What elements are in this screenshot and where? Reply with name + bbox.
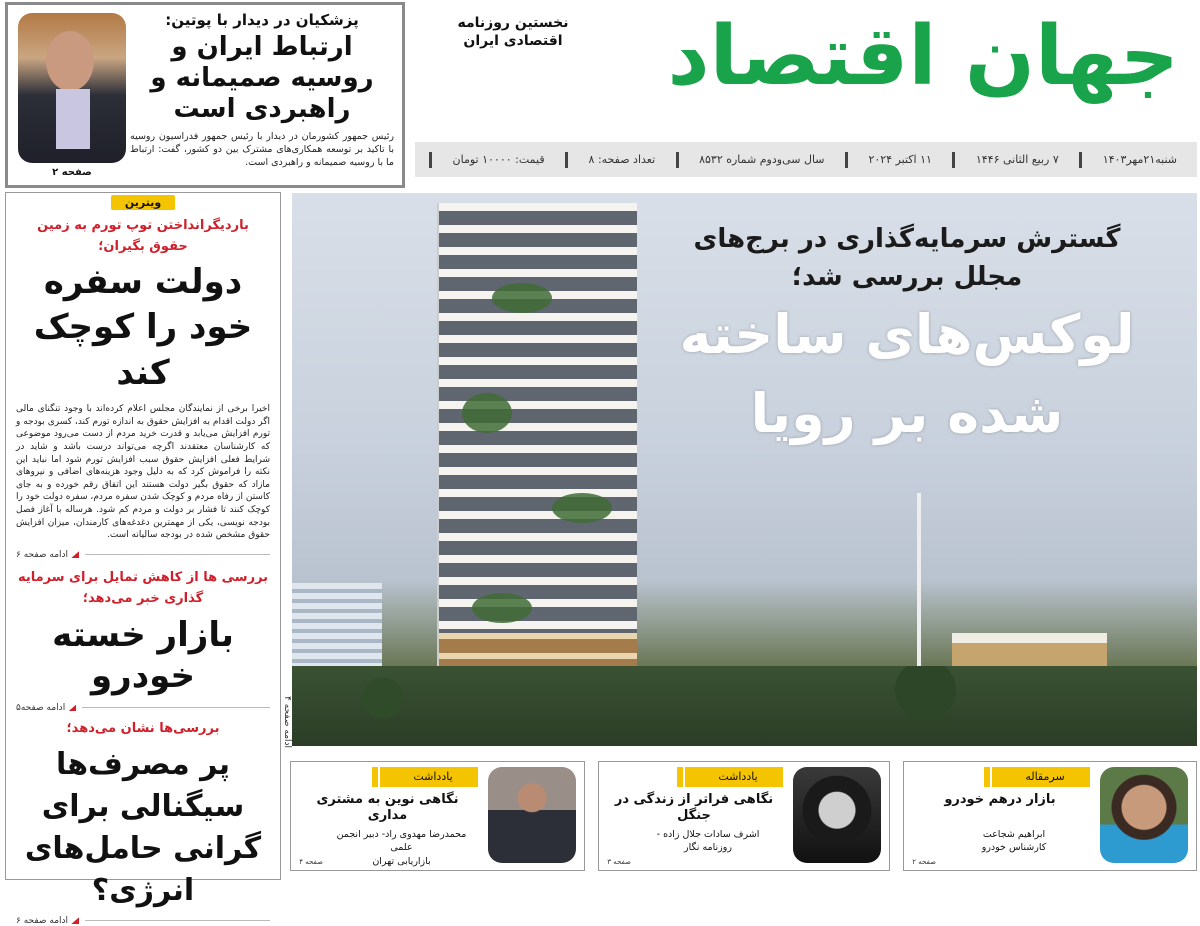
arrow-icon <box>71 551 79 558</box>
story-car-market[interactable] <box>6 568 280 713</box>
divider <box>845 152 848 168</box>
story-energy[interactable] <box>6 719 280 926</box>
top-story-headline: ارتباط ایران و روسیه صمیمانه و راهبردی است <box>150 32 374 125</box>
story-salary[interactable] <box>6 216 280 560</box>
story-headline: بازار خسته خودرو <box>52 615 234 697</box>
author-photo <box>793 767 881 863</box>
continued-link[interactable]: ادامه صفحه۵ <box>16 703 76 713</box>
note-page-ref[interactable]: صفحه ۴ <box>299 858 323 866</box>
author-photo <box>488 767 576 863</box>
luxury-tower-illustration <box>437 203 637 743</box>
note-label: یادداشت <box>693 767 783 787</box>
note-label: یادداشت <box>388 767 478 787</box>
left-column <box>5 192 281 926</box>
price: قیمت: ۱۰۰۰۰ تومان <box>452 153 545 166</box>
story-kicker: باردیگرانداختن توپ تورم به زمین حقوق بگیران؛ <box>37 218 249 254</box>
tagline-line-2: اقتصادی ایران <box>463 33 563 50</box>
continued-link[interactable]: ادامه صفحه ۶ <box>16 916 79 926</box>
arrow-icon <box>71 917 79 924</box>
top-story-text <box>130 11 394 169</box>
masthead-tagline <box>438 14 588 50</box>
persian-date: شنبه۲۱مهر۱۴۰۳ <box>1102 153 1177 166</box>
gregorian-date: ۱۱ اکتبر ۲۰۲۴ <box>868 153 932 166</box>
note-box[interactable] <box>290 761 585 871</box>
continued-link[interactable]: ادامه صفحه ۶ <box>16 550 79 560</box>
issue-number: سال سی‌ودوم شماره ۸۵۳۲ <box>699 153 825 166</box>
top-story-kicker: پزشکیان در دیدار با پوتین: <box>165 11 359 29</box>
divider <box>1079 152 1082 168</box>
note-title: نگاهی نوین به مشتری مداری <box>316 792 459 824</box>
top-story-page-ref[interactable]: صفحه ۲ <box>52 167 92 178</box>
note-title: بازار درهم خودرو <box>944 792 1056 807</box>
story-headline: پر مصرف‌ها سیگنالی برای گرانی حامل‌های انرژی؟ <box>24 746 262 908</box>
divider <box>952 152 955 168</box>
tagline-line-1: نخستین روزنامه <box>457 15 569 31</box>
date-bar <box>415 142 1197 177</box>
note-title: نگاهی فراتر از زندگی در جنگل <box>614 792 774 824</box>
main-story-image[interactable] <box>292 193 1197 746</box>
newspaper-name: جهان اقتصاد <box>667 9 1179 104</box>
story-headline: دولت سفره خود را کوچک کند <box>33 261 253 394</box>
main-story-headline-block <box>657 221 1157 453</box>
divider <box>676 152 679 168</box>
note-page-ref[interactable]: صفحه ۳ <box>607 858 631 866</box>
main-story-headline: لوکس‌های ساخته شده بر رویا <box>679 303 1135 445</box>
note-author: محمدرضا مهدوی راد- دبیر انجمن علمی بازاریابی تهران <box>336 829 467 867</box>
president-photo <box>18 13 126 163</box>
author-photo <box>1100 767 1188 863</box>
note-author: ابراهیم شجاعت کارشناس خودرو <box>981 829 1047 854</box>
top-story-body: رئیس جمهور کشورمان در دیدار با رئیس جمهور فدراسیون روسیه با تاکید بر توسعه همکاری‌های مشترک بین دو کشور، گفت: ارتباط ما با روسیه صمیمانه و راهبردی است. <box>130 130 394 169</box>
top-story-box[interactable] <box>5 2 405 188</box>
note-author: اشرف سادات جلال زاده - روزنامه نگار <box>656 829 760 854</box>
story-kicker: بررسی ها از کاهش تمایل برای سرمایه گذاری خبر می‌دهد؛ <box>17 569 269 606</box>
note-label: سرمقاله <box>1000 767 1090 787</box>
note-page-ref[interactable]: صفحه ۲ <box>912 858 936 866</box>
masthead-logo <box>430 0 1195 132</box>
trees <box>292 666 1197 746</box>
story-body: اخیرا برخی از نمایندگان مجلس اعلام کرده‌اند با وجود تنگنای مالی اگر دولت اقدام به افزایش حقوق به اندازه تورم کند، کسری بودجه و تورم افزایش می‌یابد و قدرت خرید مردم از دست می‌رود موضوعی که کارشناسان معتقدند اگرچه می‌تواند درست باشد و شاید در شرایط فعلی افزایش حقوق سبب افزایش تورم شود اما نباید این نکته را فراموش کرد که به دلیل وجود هزینه‌های اضافی و نیروهای مازاد که حقوق بگیر دولت هستند این اتفاق رقم خورده و به جای کاستن از رفاه مردم و کوچک شدن سفره مردم، سفره دولت خود را کوچک کنند تا فشار بر دولت و مردم کم شود. هرساله با آغاز فصل بودجه نویسی، یکی از مهمترین دغدغه‌های کارمندان، میزان افزایش حقوق مشخص شده در بودجه سالیانه است. <box>16 404 270 541</box>
story-kicker: بررسی‌ها نشان می‌دهد؛ <box>66 720 220 736</box>
section-tag: ویترین <box>111 195 175 210</box>
main-story-continued[interactable]: ادامه صفحه ۴ <box>282 695 292 748</box>
arrow-icon <box>68 704 76 711</box>
page-count: تعداد صفحه: ۸ <box>588 153 656 166</box>
divider <box>565 152 568 168</box>
main-story-kicker: گسترش سرمایه‌گذاری در برج‌های مجلل بررسی شد؛ <box>693 224 1121 292</box>
note-box[interactable] <box>598 761 890 871</box>
divider <box>429 152 432 168</box>
hijri-date: ۷ ربیع الثانی ۱۴۴۶ <box>975 153 1059 166</box>
editorial-box[interactable] <box>903 761 1197 871</box>
